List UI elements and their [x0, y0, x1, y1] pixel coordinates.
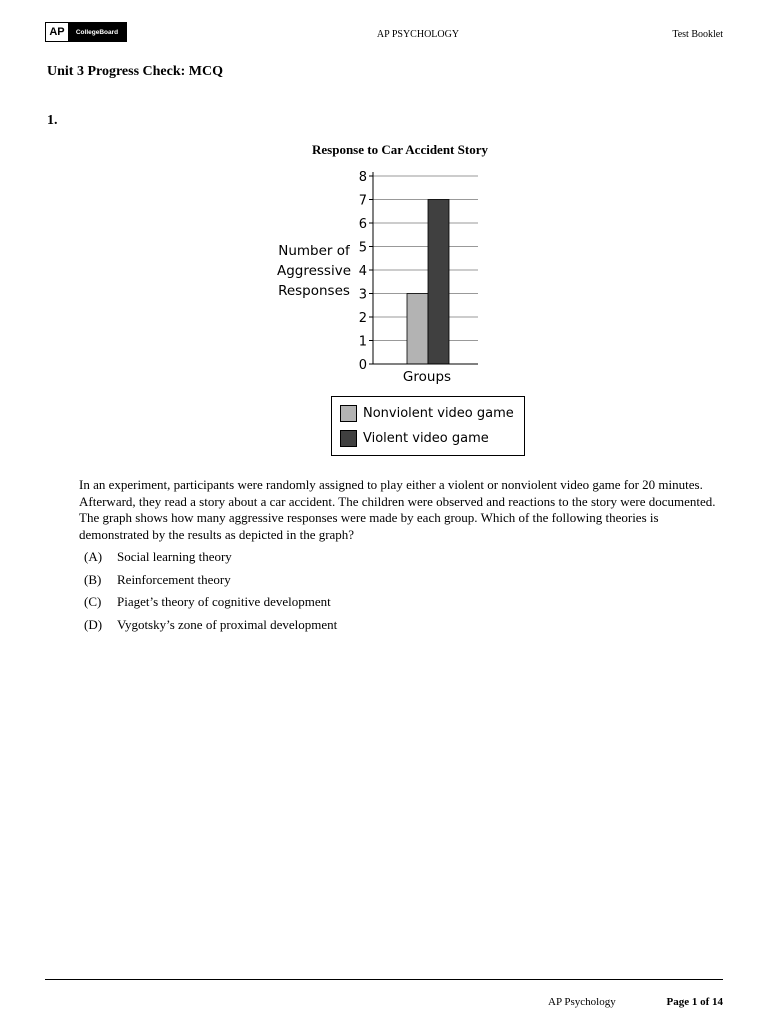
legend-swatch-violent — [340, 430, 357, 447]
x-axis-label: Groups — [402, 369, 452, 385]
bar-nonviolent — [407, 294, 428, 365]
logo-collegeboard: CollegeBoard — [68, 23, 126, 41]
legend-label-nonviolent: Nonviolent video game — [363, 406, 514, 421]
y-tick-label: 0 — [358, 358, 367, 373]
y-tick-label: 7 — [358, 193, 367, 209]
choice-text: Piaget’s theory of cognitive development — [117, 594, 331, 610]
choice-letter: (A) — [84, 549, 103, 565]
y-axis-label-line: Aggressive — [276, 263, 352, 279]
legend-swatch-nonviolent — [340, 405, 357, 422]
y-axis-label-line: Responses — [278, 283, 350, 299]
header-booklet: Test Booklet — [672, 29, 723, 40]
answer-choices — [84, 546, 337, 636]
footer-divider — [45, 979, 723, 980]
choice-text: Reinforcement theory — [117, 571, 231, 587]
y-tick-label: 6 — [358, 217, 367, 232]
y-tick-label: 3 — [358, 287, 367, 303]
legend-item-nonviolent — [340, 405, 514, 422]
legend-item-violent — [340, 430, 489, 447]
y-tick-label: 8 — [358, 170, 367, 185]
choice-d[interactable] — [84, 614, 337, 637]
question-number: 1. — [47, 113, 58, 128]
y-tick-label: 2 — [358, 311, 367, 326]
y-tick-label: 4 — [358, 264, 367, 279]
chart-title: Response to Car Accident Story — [312, 142, 488, 157]
footer-subject: AP Psychology — [548, 996, 616, 1008]
choice-letter: (D) — [84, 616, 103, 632]
y-tick-label: 1 — [358, 334, 367, 350]
y-tick-label: 5 — [358, 240, 367, 256]
choice-text: Social learning theory — [117, 549, 232, 565]
y-axis-label-line: Number of — [278, 243, 350, 259]
chart-legend — [331, 396, 525, 456]
choice-b[interactable] — [84, 569, 337, 592]
chart-bars — [407, 200, 449, 365]
question-stem: In an experiment, participants were randomly assigned to play either a violent or nonviolent video game for 20 minutes. Afterward, they read a story about a car accident. The children were observed and reactions to the story were documented. The graph shows how many aggressive responses were made by each group. Which of the following theories is demonstrated by the results as depicted in the graph? — [79, 477, 716, 542]
bar-chart — [270, 160, 510, 390]
legend-label-violent: Violent video game — [363, 431, 489, 446]
logo-ap: AP — [46, 23, 68, 41]
page-title: Unit 3 Progress Check: MCQ — [47, 64, 224, 79]
y-axis-ticks — [359, 170, 373, 373]
choice-text: Vygotsky’s zone of proximal development — [117, 616, 338, 632]
choice-letter: (B) — [84, 571, 102, 587]
choice-a[interactable] — [84, 546, 337, 569]
header-subject: AP PSYCHOLOGY — [376, 29, 460, 40]
choice-c[interactable] — [84, 591, 337, 614]
footer-page-number: Page 1 of 14 — [666, 996, 723, 1008]
y-axis-label — [277, 243, 351, 299]
choice-letter: (C) — [84, 594, 102, 610]
bar-violent — [428, 200, 449, 365]
